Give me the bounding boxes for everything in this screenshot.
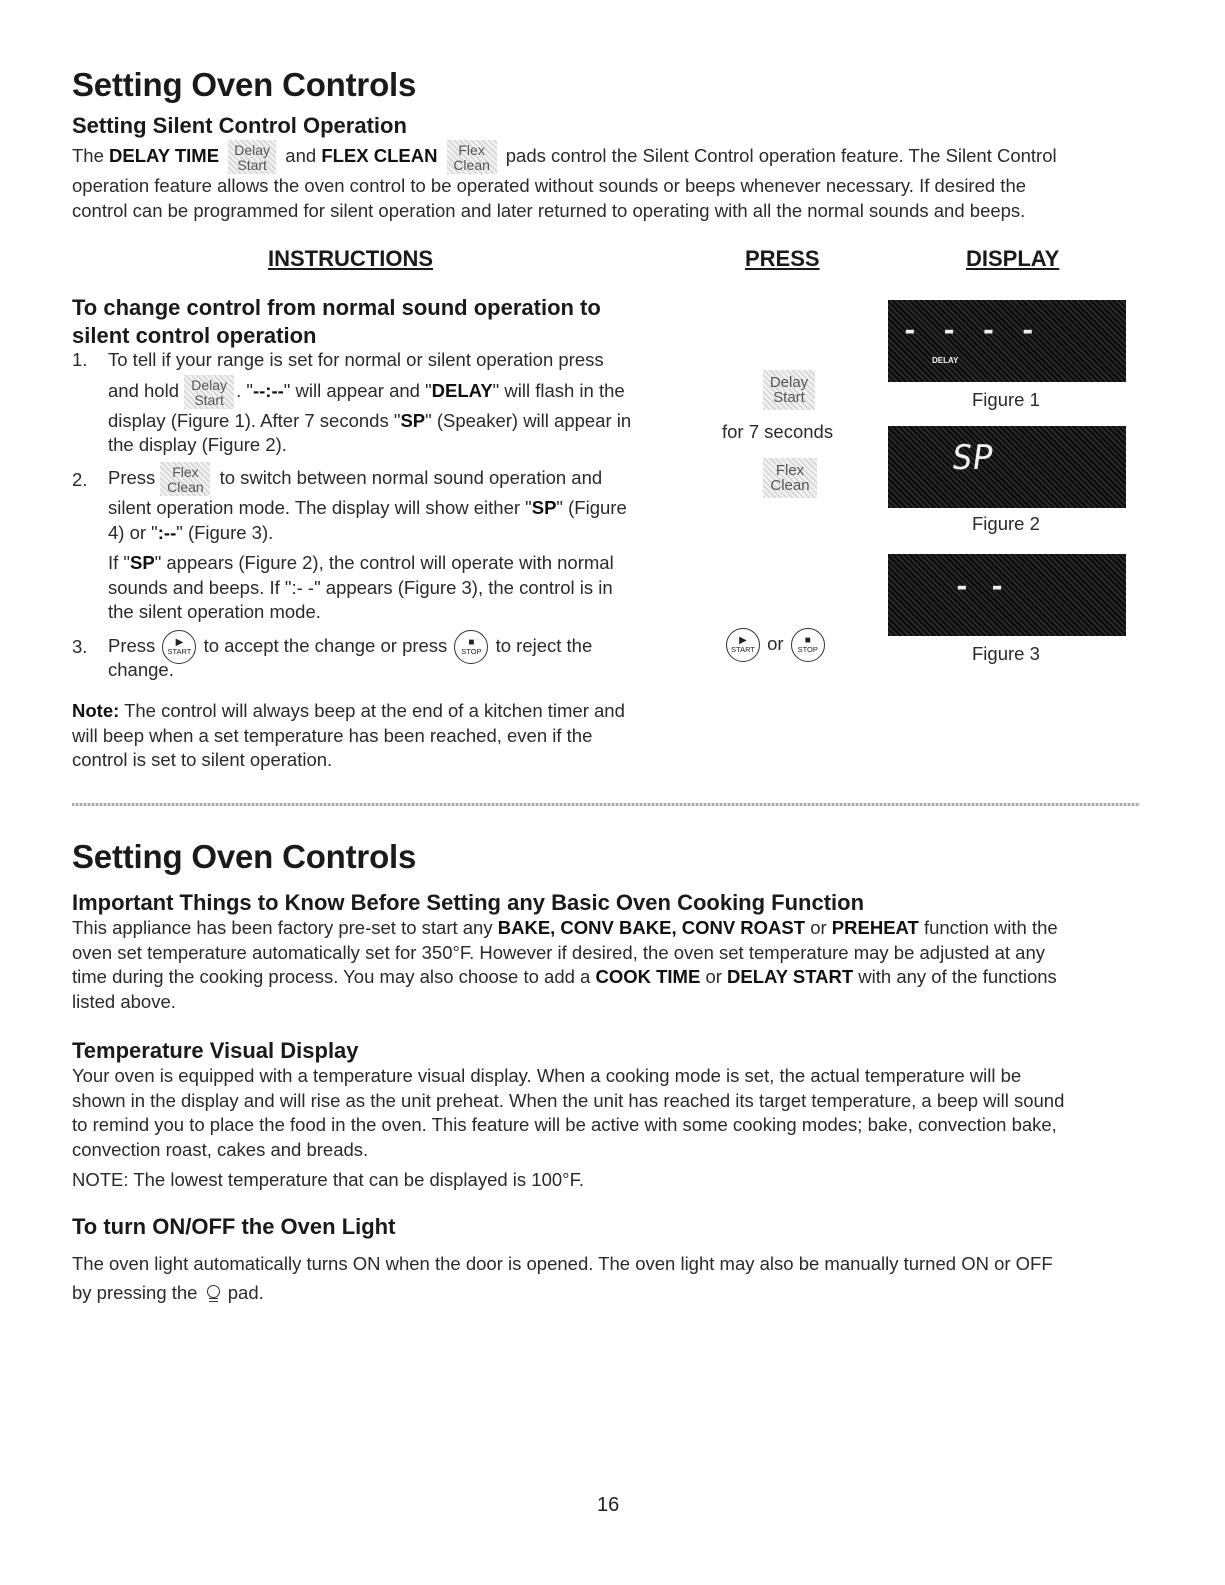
figure-2-display: SP (888, 426, 1126, 508)
change-control-heading: To change control from normal sound operation to silent control operation (72, 295, 601, 348)
important-things-heading: Important Things to Know Before Setting any Basic Oven Cooking Function (72, 890, 865, 915)
instructions-column-heading: INSTRUCTIONS (268, 246, 433, 271)
note-paragraph: Note: The control will always beep at the end of a kitchen timer and will beep when a set temperature has been reached, even if the control is set to silent operation. (72, 700, 625, 770)
delay-time-label: DELAY TIME (109, 144, 220, 166)
step-2: 2. Press Flex Clean to switch between normal sound operation and silent operation mode. The display will show either "SP" (Figure 4) or ":--" (Figure 3). If "SP" appears (Figure 2), the control will operate with normal sounds and beeps. If ":- -" appears (Figure 3), the control is in the silent operation mode. (72, 464, 627, 622)
section-divider (72, 803, 1140, 806)
press-duration-text: for 7 seconds (722, 421, 834, 442)
press-start-or-stop: ▶ START or ■ STOP (724, 628, 827, 662)
oven-light-heading: To turn ON/OFF the Oven Light (72, 1214, 396, 1239)
delay-start-pad: Delay Start (184, 375, 234, 409)
stop-button-icon: ■ STOP (454, 630, 488, 664)
figure-2-caption: Figure 2 (972, 513, 1040, 534)
intro-paragraph: The DELAY TIME Delay Start and FLEX CLEAN Flex Clean pads control the Silent Control operation feature. The Silent Control operation feature allows the oven control to be operated without sounds or beeps whenever necessary. If desired the control can be programmed for silent operation and later returned to operating with all the normal sounds and beeps. (72, 142, 1057, 221)
flex-clean-pad: Flex Clean (447, 140, 497, 174)
flex-clean-label: FLEX CLEAN (321, 144, 438, 166)
flex-clean-pad: Flex Clean (160, 462, 210, 496)
press-flex-clean-pad: Flex Clean (763, 458, 817, 498)
figure-3-display: - - (888, 554, 1126, 636)
important-paragraph: This appliance has been factory pre-set to start any BAKE, CONV BAKE, CONV ROAST or PREHEAT function with the oven set temperature automatically set for 350°F. However if desired, the oven set temperature may be adjusted at any time during the cooking process. You may also choose to add a COOK TIME or DELAY START with any of the functions listed above. (72, 917, 1058, 1012)
oven-light-icon (205, 1284, 221, 1304)
press-delay-start-pad: Delay Start (763, 370, 815, 410)
temperature-paragraph: Your oven is equipped with a temperature visual display. When a cooking mode is set, the actual temperature will be shown in the display and will rise as the unit preheat. When the unit has reached its target temperature, a beep will sound to remind you to place the food in the oven. This feature will be active with some cooking modes; bake, convection bake, convection roast, cakes and breads. NOTE: The lowest temperature that can be displayed is 100°F. (72, 1065, 1065, 1190)
figure-3-caption: Figure 3 (972, 643, 1040, 664)
section2-title: Setting Oven Controls (72, 838, 417, 875)
figure-1-display: - - - - DELAY (888, 300, 1126, 382)
silent-control-heading: Setting Silent Control Operation (72, 113, 407, 138)
section1-title: Setting Oven Controls (72, 66, 417, 103)
figure-1-caption: Figure 1 (972, 389, 1040, 410)
delay-start-pad: Delay Start (228, 140, 276, 174)
oven-light-paragraph: The oven light automatically turns ON when the door is opened. The oven light may also be manually turned ON or OFF by pressing the pad. (72, 1253, 1053, 1303)
stop-button-icon: ■ STOP (791, 628, 825, 662)
press-column-heading: PRESS (745, 246, 820, 271)
start-button-icon: ▶ START (726, 628, 760, 662)
step-1: 1. To tell if your range is set for normal or silent operation press and hold Delay Start . "--:--" will appear and "DELAY" will flash in the display (Figure 1). After 7 seconds "SP" (Speaker) will appear in the display (Figure 2). (72, 349, 632, 455)
step-3: 3. Press ▶ START to accept the change or press ■ STOP to reject the change. (72, 630, 672, 683)
start-button-icon: ▶ START (162, 630, 196, 664)
page-number: 16 (597, 1494, 620, 1516)
temperature-display-heading: Temperature Visual Display (72, 1038, 359, 1063)
display-column-heading: DISPLAY (966, 246, 1060, 271)
